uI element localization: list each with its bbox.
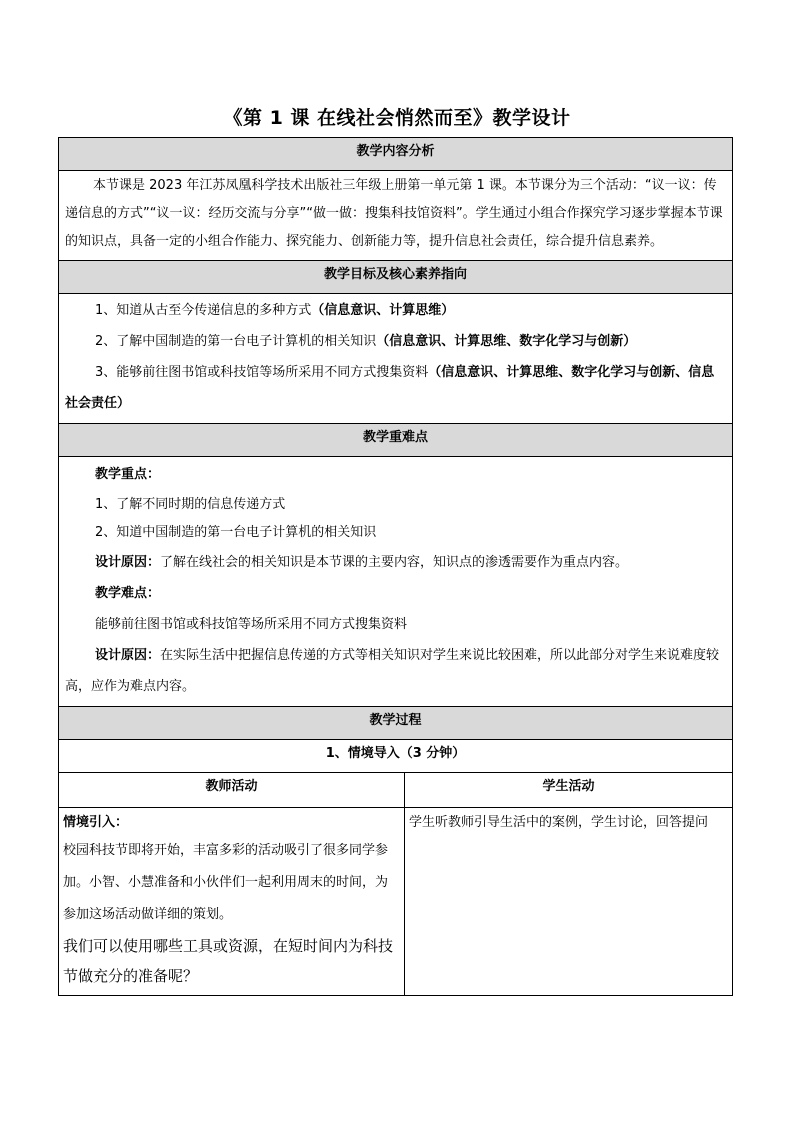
reason-1-label: 设计原因： [95, 555, 161, 570]
teacher-scenario-text: 校园科技节即将开始，丰富多彩的活动吸引了很多同学参加。小智、小慧准备和小伙伴们一起利用周末的时间，为参加这场活动做详细的策划。 [63, 843, 389, 922]
section-header-process: 教学过程 [59, 707, 733, 740]
teacher-activity-cell [59, 808, 405, 996]
key-point-item-2: 2、知道中国制造的第一台电子计算机的相关知识 [95, 525, 377, 540]
lesson-plan-table [58, 137, 733, 996]
objective-1-text: 1、知道从古至今传递信息的多种方式 [95, 303, 312, 318]
objectives-cell [59, 294, 733, 424]
difficulty-label: 教学难点： [95, 586, 161, 601]
objective-item-2 [65, 326, 726, 357]
key-point-item-1: 1、了解不同时期的信息传递方式 [95, 497, 286, 512]
objective-2-tag: （信息意识、计算思维、数字化学习与创新） [376, 334, 637, 349]
objective-item-3 [65, 357, 726, 419]
teacher-scenario-label: 情境引入： [63, 815, 129, 830]
key-point-reason [65, 547, 726, 578]
teacher-activity-header: 教师活动 [59, 773, 405, 808]
page-title: 《第 1 课 在线社会悄然而至》教学设计 [223, 107, 571, 129]
section-header-objectives: 教学目标及核心素养指向 [59, 261, 733, 294]
content-analysis-cell [59, 171, 733, 261]
objective-3-text: 3、能够前往图书馆或科技馆等场所采用不同方式搜集资料 [95, 365, 429, 380]
student-activity-text: 学生听教师引导生活中的案例，学生讨论，回答提问 [409, 815, 709, 830]
objective-item-1 [65, 295, 726, 326]
reason-2-label: 设计原因： [95, 648, 161, 663]
section-header-key-points: 教学重难点 [59, 424, 733, 457]
reason-1-text: 了解在线社会的相关知识是本节课的主要内容，知识点的渗透需要作为重点内容。 [160, 555, 629, 570]
difficulty-item: 能够前往图书馆或科技馆等场所采用不同方式搜集资料 [95, 617, 408, 632]
objective-1-tag: （信息意识、计算思维） [311, 303, 455, 318]
difficulty-reason [65, 640, 726, 702]
reason-2-text: 在实际生活中把握信息传递的方式等相关知识对学生来说比较困难，所以此部分对学生来说难度较高，应作为难点内容。 [65, 648, 720, 694]
step-title: 1、情境导入（3 分钟） [59, 740, 733, 773]
teacher-question: 我们可以使用哪些工具或资源，在短时间内为科技节做充分的准备呢？ [63, 937, 394, 985]
student-activity-header: 学生活动 [405, 773, 733, 808]
key-point-label: 教学重点： [95, 467, 161, 482]
objective-3-tag: （信息意识、计算思维、数字化学习与创新、信息社会责任） [65, 365, 715, 411]
key-points-cell [59, 457, 733, 707]
objective-2-text: 2、了解中国制造的第一台电子计算机的相关知识 [95, 334, 377, 349]
section-header-content-analysis: 教学内容分析 [59, 138, 733, 171]
content-analysis-text: 本节课是 2023 年江苏凤凰科学技术出版社三年级上册第一单元第 1 课。本节课分为三个活动：“议一议：传递信息的方式”“议一议：经历交流与分享”“做一做：搜集科技馆资料”。学生通过小组合作探究学习逐步掌握本节课的知识点，具备一定的小组合作能力、探究能力、创新能力等，提升信息社会责任，综合提升信息素养。 [65, 178, 723, 249]
student-activity-cell [405, 808, 733, 996]
